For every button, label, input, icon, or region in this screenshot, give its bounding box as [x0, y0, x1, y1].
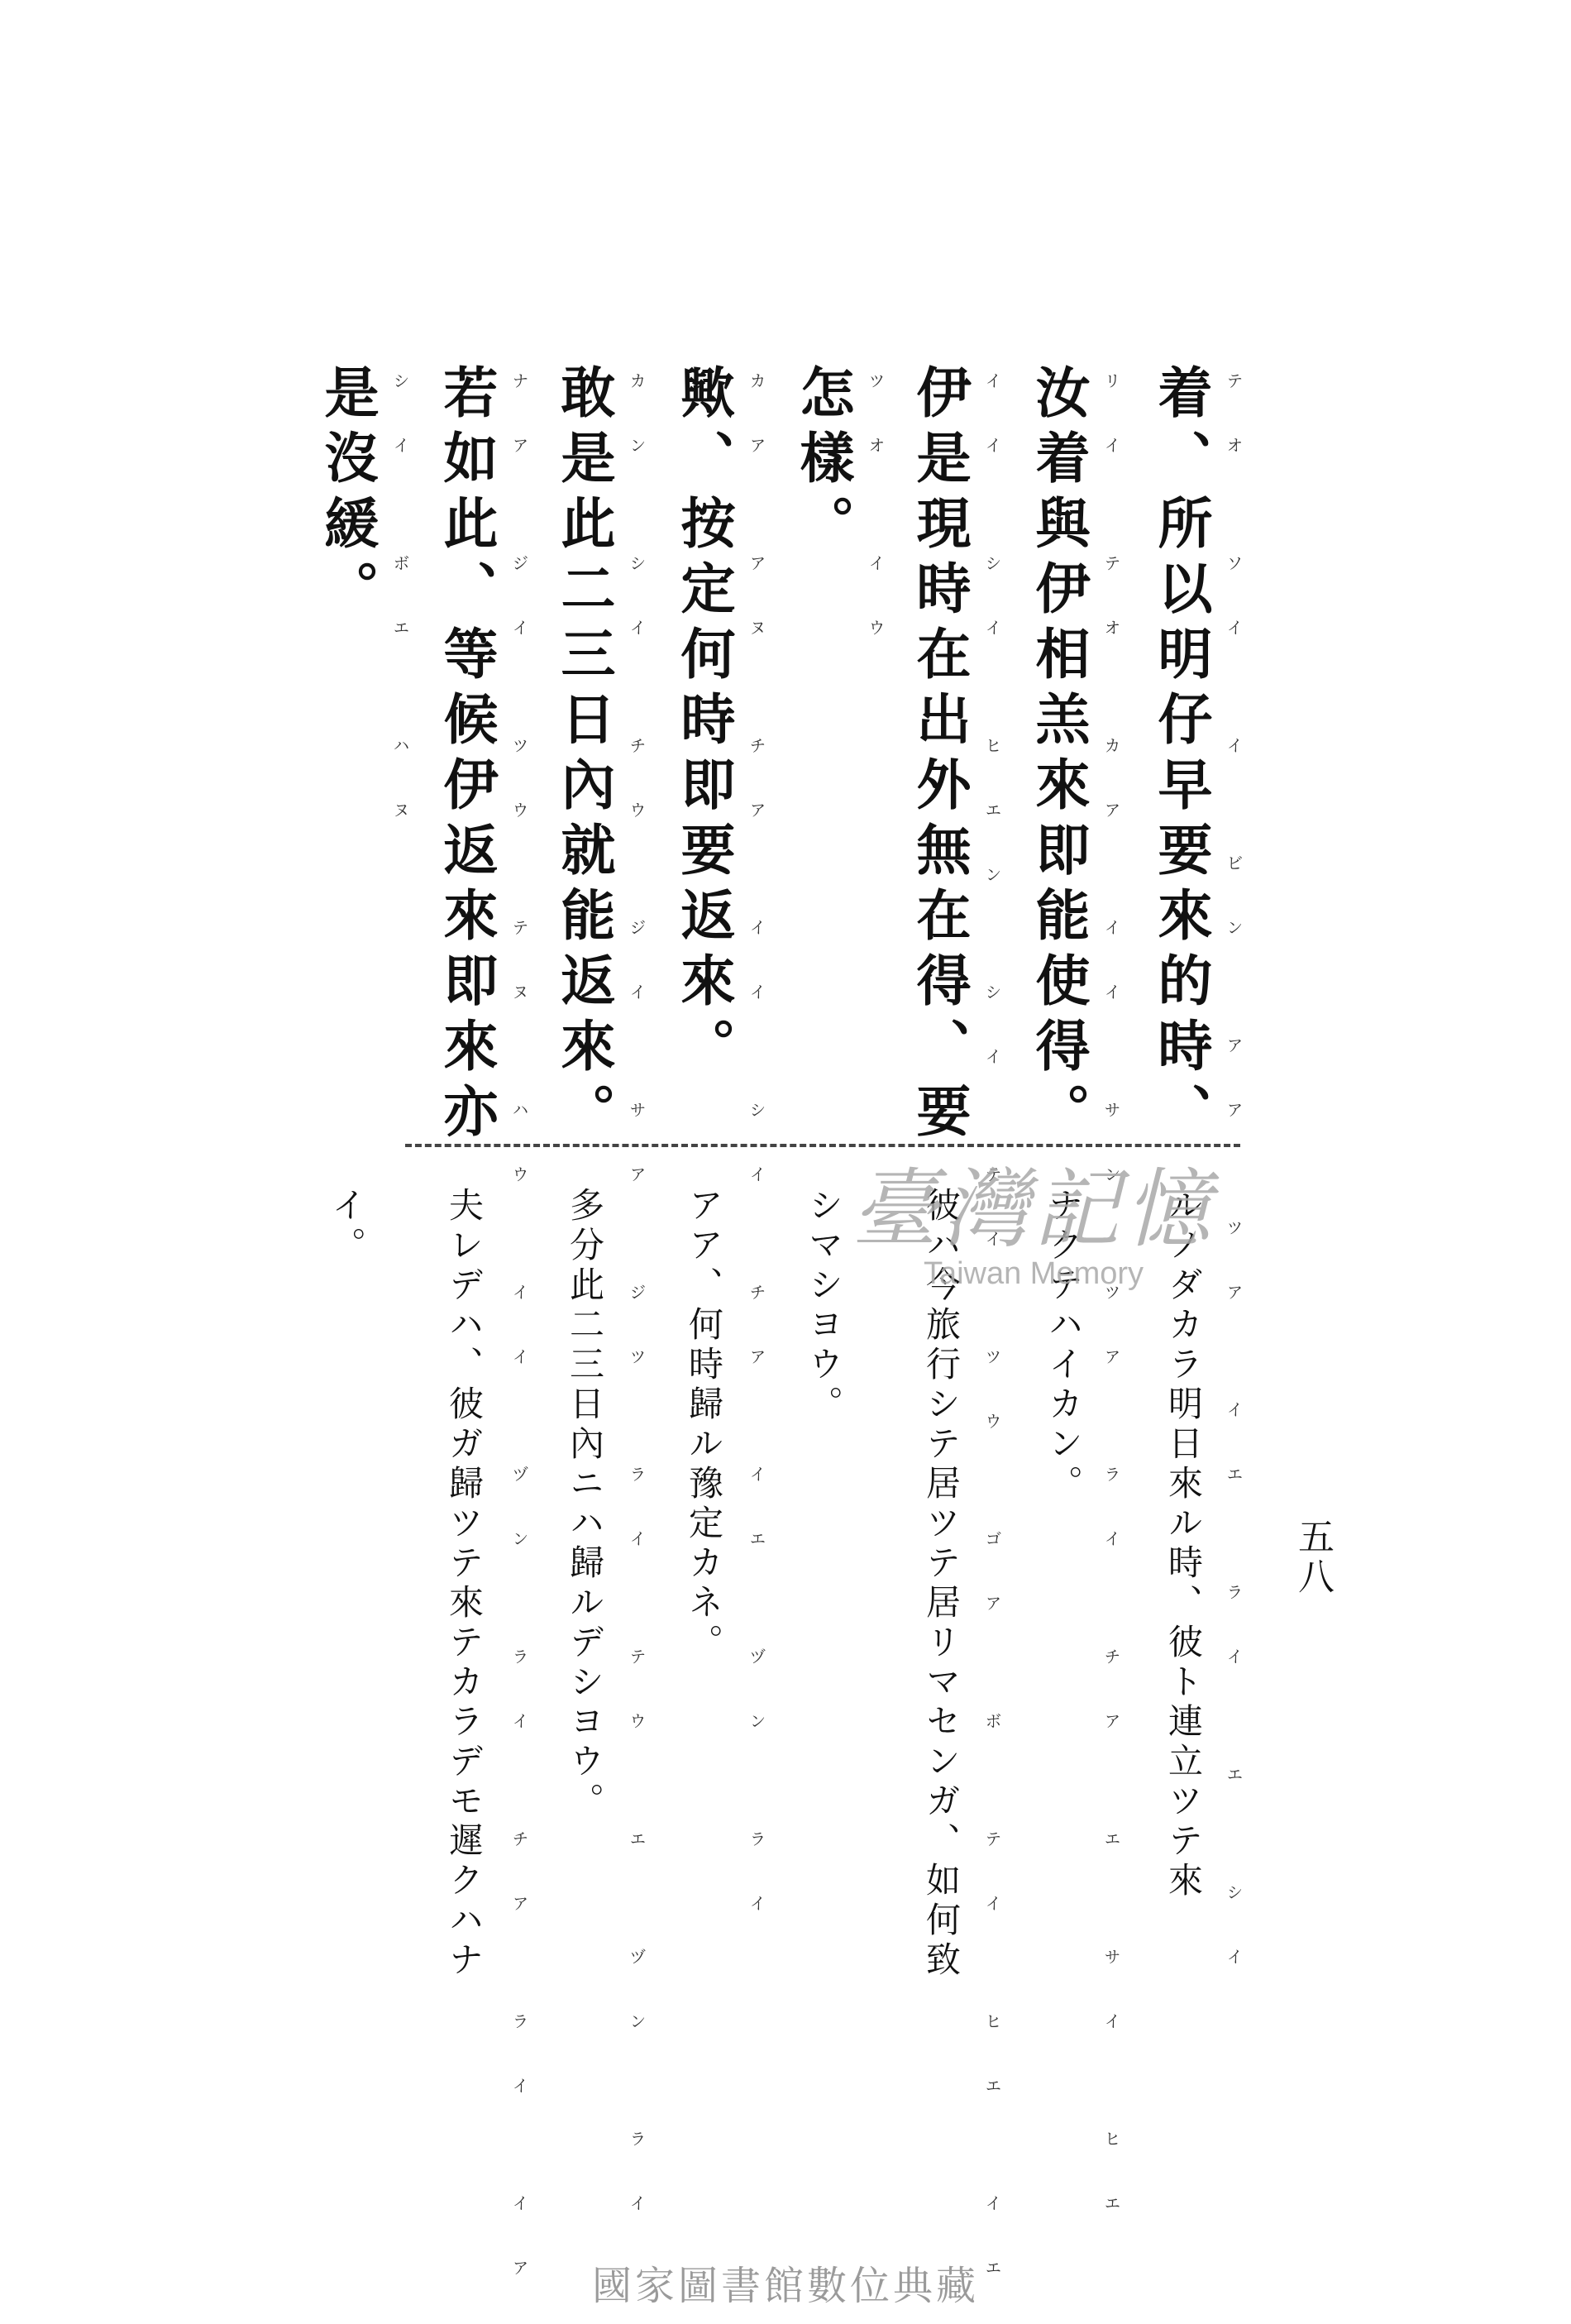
ruby-column: ツオ イウ: [866, 372, 886, 684]
section-divider: [405, 1144, 1240, 1147]
text-column: 若如此、等候伊返來即來亦: [434, 364, 499, 1148]
ruby-column: リイ テオ カア イイ サン ツア ライ チア エ サイ ヒエ: [1101, 372, 1121, 2259]
ruby-column: カア アヌ チア イイ シイ チア イエ ヅン ライ: [747, 372, 766, 1959]
text-column: 汝着與伊相羔來即能使得。: [1026, 364, 1091, 1148]
watermark-chinese: 臺灣記憶: [851, 1159, 1215, 1260]
text-column: 伊是現時在出外無在得、要: [907, 364, 972, 1148]
text-column: イ。: [327, 1187, 367, 1266]
text-column: ルノダカラ明日來ル時、彼ト連立ツテ來: [1163, 1187, 1204, 1901]
text-column: 歟、按定何時即要返來。: [671, 364, 736, 1083]
ruby-column: ナア ジイ ツウ テヌ ハウ イイ ヅン ライ チア ライ イア: [509, 372, 529, 2324]
ruby-column: テオ ソイ イ ビン アア ツア イエ ライ エ シイ: [1224, 372, 1244, 2013]
page-number: 五八: [1292, 1518, 1334, 1597]
text-column: 是沒緩。: [315, 364, 380, 625]
text-column: 怎樣。: [790, 364, 855, 560]
text-column: 彼ハ今旅行シテ居ツテ居リマセンガ、如何致: [921, 1187, 962, 1981]
footer-credit: 國家圖書館數位典藏: [591, 2264, 979, 2308]
text-column: アア、何時歸ル豫定カネ。: [684, 1187, 724, 1663]
text-column: 着、所以明仔早要來的時、: [1148, 364, 1213, 1148]
ruby-column: イイ シイ ヒエン シイ テイ ツウ ゴア ボ テイ ヒエ イエ: [982, 372, 1002, 2324]
text-column: 夫レデハ、彼ガ歸ツテ來テカラデモ遲クハナ: [444, 1187, 485, 1981]
text-column: 敢是此二三日內就能返來。: [552, 364, 616, 1148]
ruby-column: シイ ボエ ハヌ: [390, 372, 410, 866]
text-column: ナクテハイカン。: [1043, 1187, 1084, 1504]
text-column: シマシヨウ。: [804, 1187, 844, 1425]
text-column: 多分此二三日內ニハ歸ルデシヨウ。: [565, 1187, 605, 1822]
watermark: [786, 1159, 1282, 1292]
ruby-column: カン シイ チウ ジイ サア ジツ ライ テウ エ ヅン ライ: [627, 372, 647, 2259]
watermark-english: Taiwan Memory: [923, 1256, 1144, 1292]
